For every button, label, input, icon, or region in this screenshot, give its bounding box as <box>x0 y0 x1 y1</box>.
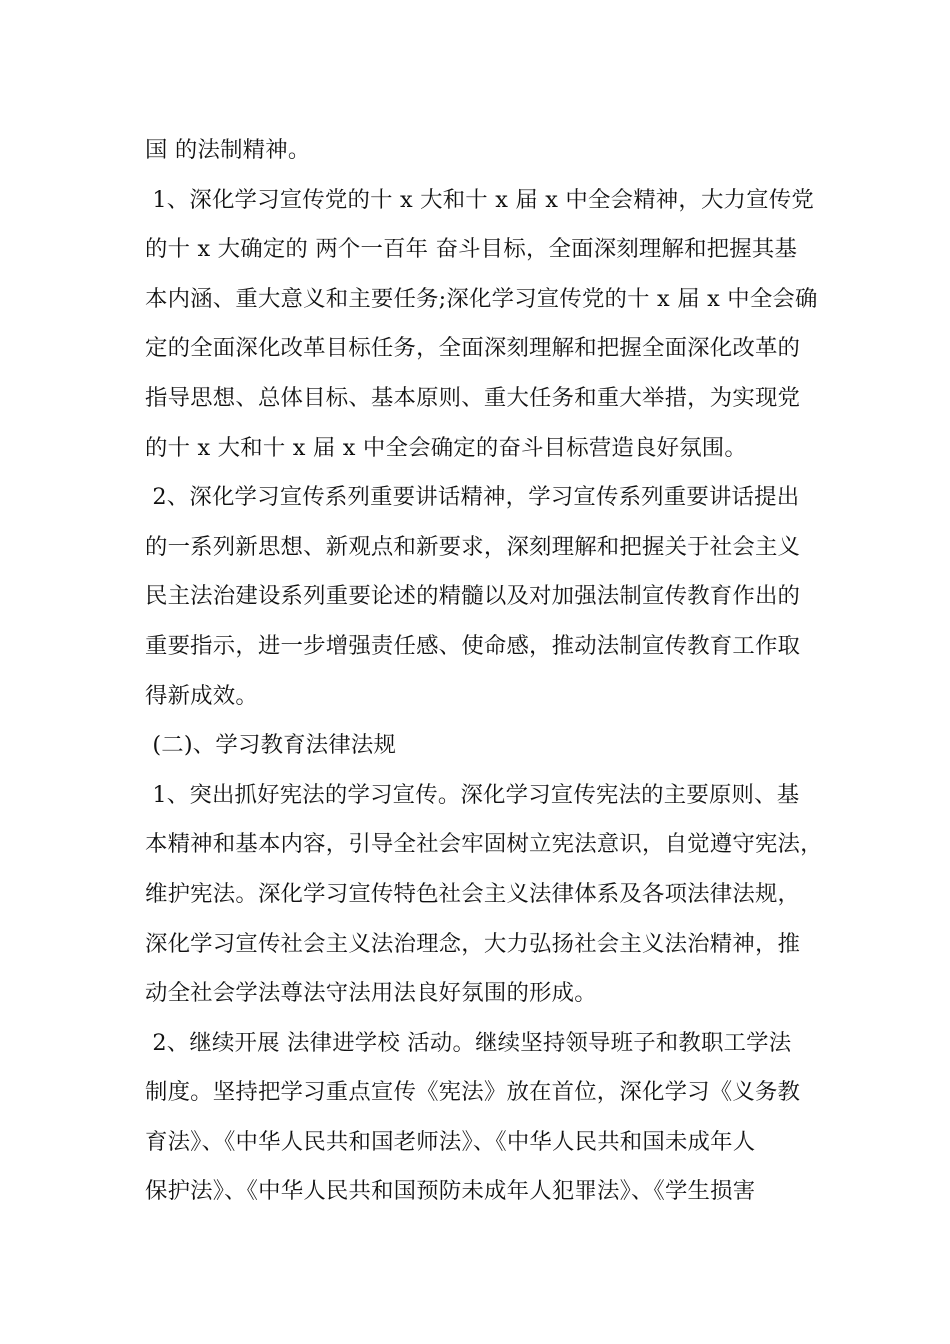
text-line: 的十 x 大确定的 两个一百年 奋斗目标，全面深刻理解和把握其基 <box>145 236 798 263</box>
text-line: 定的全面深化改革目标任务，全面深刻理解和把握全面深化改革的 <box>145 335 801 362</box>
text-line: 维护宪法。深化学习宣传特色社会主义法律体系及各项法律法规， <box>145 880 801 907</box>
document-body <box>145 126 823 1217</box>
text-line: 的十 x 大和十 x 届 x 中全会确定的奋斗目标营造良好氛围。 <box>145 434 747 461</box>
text-line: 2、深化学习宣传系列重要讲话精神，学习宣传系列重要讲话提出 <box>145 484 800 511</box>
text-line: 深化学习宣传社会主义法治理念，大力弘扬社会主义法治精神，推 <box>145 930 801 957</box>
section-heading: (二)、学习教育法律法规 <box>145 732 397 759</box>
text-line: 制度。坚持把学习重点宣传《宪法》放在首位，深化学习《义务教 <box>145 1079 801 1106</box>
text-line: 育法》、《中华人民共和国老师法》、《中华人民共和国未成年人 <box>145 1128 756 1155</box>
text-line: 动全社会学法尊法守法用法良好氛围的形成。 <box>145 980 597 1007</box>
text-line: 重要指示，进一步增强责任感、使命感，推动法制宣传教育工作取 <box>145 632 801 659</box>
text-line: 国 的法制精神。 <box>145 137 311 163</box>
text-line: 的一系列新思想、新观点和新要求，深刻理解和把握关于社会主义 <box>145 533 801 560</box>
text-line: 本精神和基本内容，引导全社会牢固树立宪法意识，自觉遵守宪法， <box>145 831 823 858</box>
text-line: 2、继续开展 法律进学校 活动。继续坚持领导班子和教职工学法 <box>145 1029 792 1056</box>
text-line: 1、突出抓好宪法的学习宣传。深化学习宣传宪法的主要原则、基 <box>145 781 800 808</box>
text-line: 民主法治建设系列重要论述的精髓以及对加强法制宣传教育作出的 <box>145 583 801 610</box>
text-line: 保护法》、《中华人民共和国预防未成年人犯罪法》、《学生损害 <box>145 1178 756 1205</box>
text-line: 本内涵、重大意义和主要任务;深化学习宣传党的十 x 届 x 中全会确 <box>145 285 818 312</box>
text-line: 得新成效。 <box>145 682 258 709</box>
text-line: 指导思想、总体目标、基本原则、重大任务和重大举措，为实现党 <box>145 384 801 411</box>
text-line: 1、深化学习宣传党的十 x 大和十 x 届 x 中全会精神，大力宣传党 <box>145 186 814 213</box>
